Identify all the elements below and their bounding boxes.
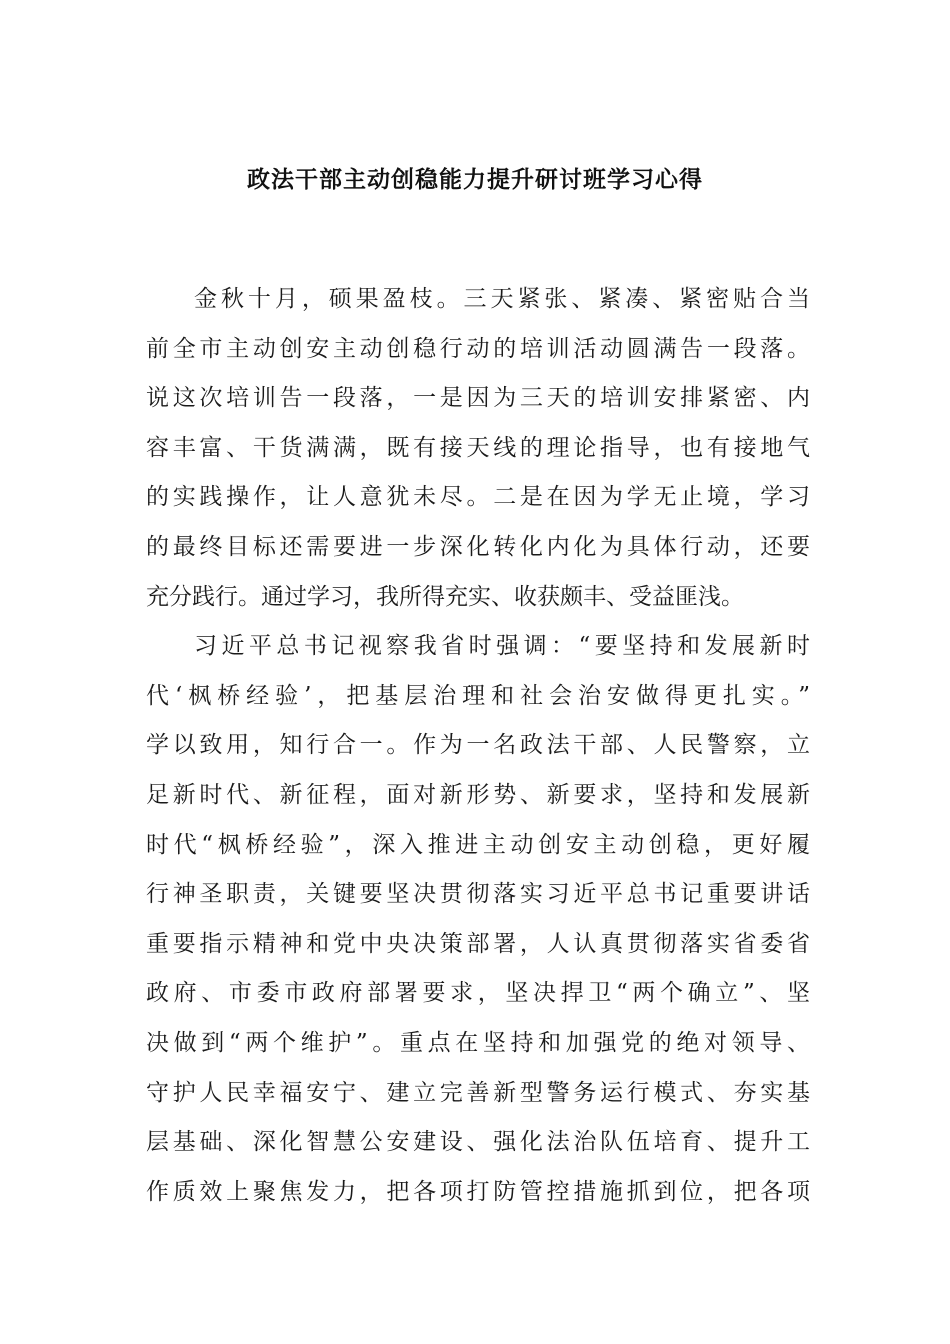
paragraph-line: 行神圣职责，关键要坚决贯彻落实习近平总书记重要讲话 xyxy=(146,881,810,908)
paragraph-line: 层基础、深化智慧公安建设、强化法治队伍培育、提升工 xyxy=(146,1129,810,1156)
paragraph-line: 的实践操作，让人意犹未尽。二是在因为学无止境，学习 xyxy=(146,484,810,511)
paragraph-line: 容丰富、干货满满，既有接天线的理论指导，也有接地气 xyxy=(146,434,810,461)
document-body xyxy=(146,275,810,1217)
paragraph-line: 习近平总书记视察我省时强调：“要坚持和发展新时 xyxy=(194,633,810,660)
paragraph-line: 时代“枫桥经验”，深入推进主动创安主动创稳，更好履 xyxy=(146,831,810,858)
document-title: 政法干部主动创稳能力提升研讨班学习心得 xyxy=(247,166,703,193)
paragraph-line: 充分践行。通过学习，我所得充实、收获颇丰、受益匪浅。 xyxy=(146,583,744,610)
paragraph-line: 作质效上聚焦发力，把各项打防管控措施抓到位，把各项 xyxy=(146,1178,810,1205)
paragraph-line: 足新时代、新征程，面对新形势、新要求，坚持和发展新 xyxy=(146,781,810,808)
paragraph-line: 的最终目标还需要进一步深化转化内化为具体行动，还要 xyxy=(146,533,810,560)
paragraph-line: 前全市主动创安主动创稳行动的培训活动圆满告一段落。 xyxy=(146,335,810,362)
paragraph-line: 决做到“两个维护”。重点在坚持和加强党的绝对领导、 xyxy=(146,1029,810,1056)
paragraph-line: 重要指示精神和党中央决策部署，人认真贯彻落实省委省 xyxy=(146,930,810,957)
paragraph-line: 学以致用，知行合一。作为一名政法干部、人民警察，立 xyxy=(146,732,810,759)
paragraph-line: 金秋十月，硕果盈枝。三天紧张、紧凑、紧密贴合当 xyxy=(194,286,810,312)
paragraph-line: 代‘枫桥经验’，把基层治理和社会治安做得更扎实。” xyxy=(146,682,810,709)
paragraph-line: 政府、市委市政府部署要求，坚决捍卫“两个确立”、坚 xyxy=(146,980,810,1007)
paragraph-line: 守护人民幸福安宁、建立完善新型警务运行模式、夯实基 xyxy=(146,1079,810,1106)
paragraph-line: 说这次培训告一段落，一是因为三天的培训安排紧密、内 xyxy=(146,385,810,412)
